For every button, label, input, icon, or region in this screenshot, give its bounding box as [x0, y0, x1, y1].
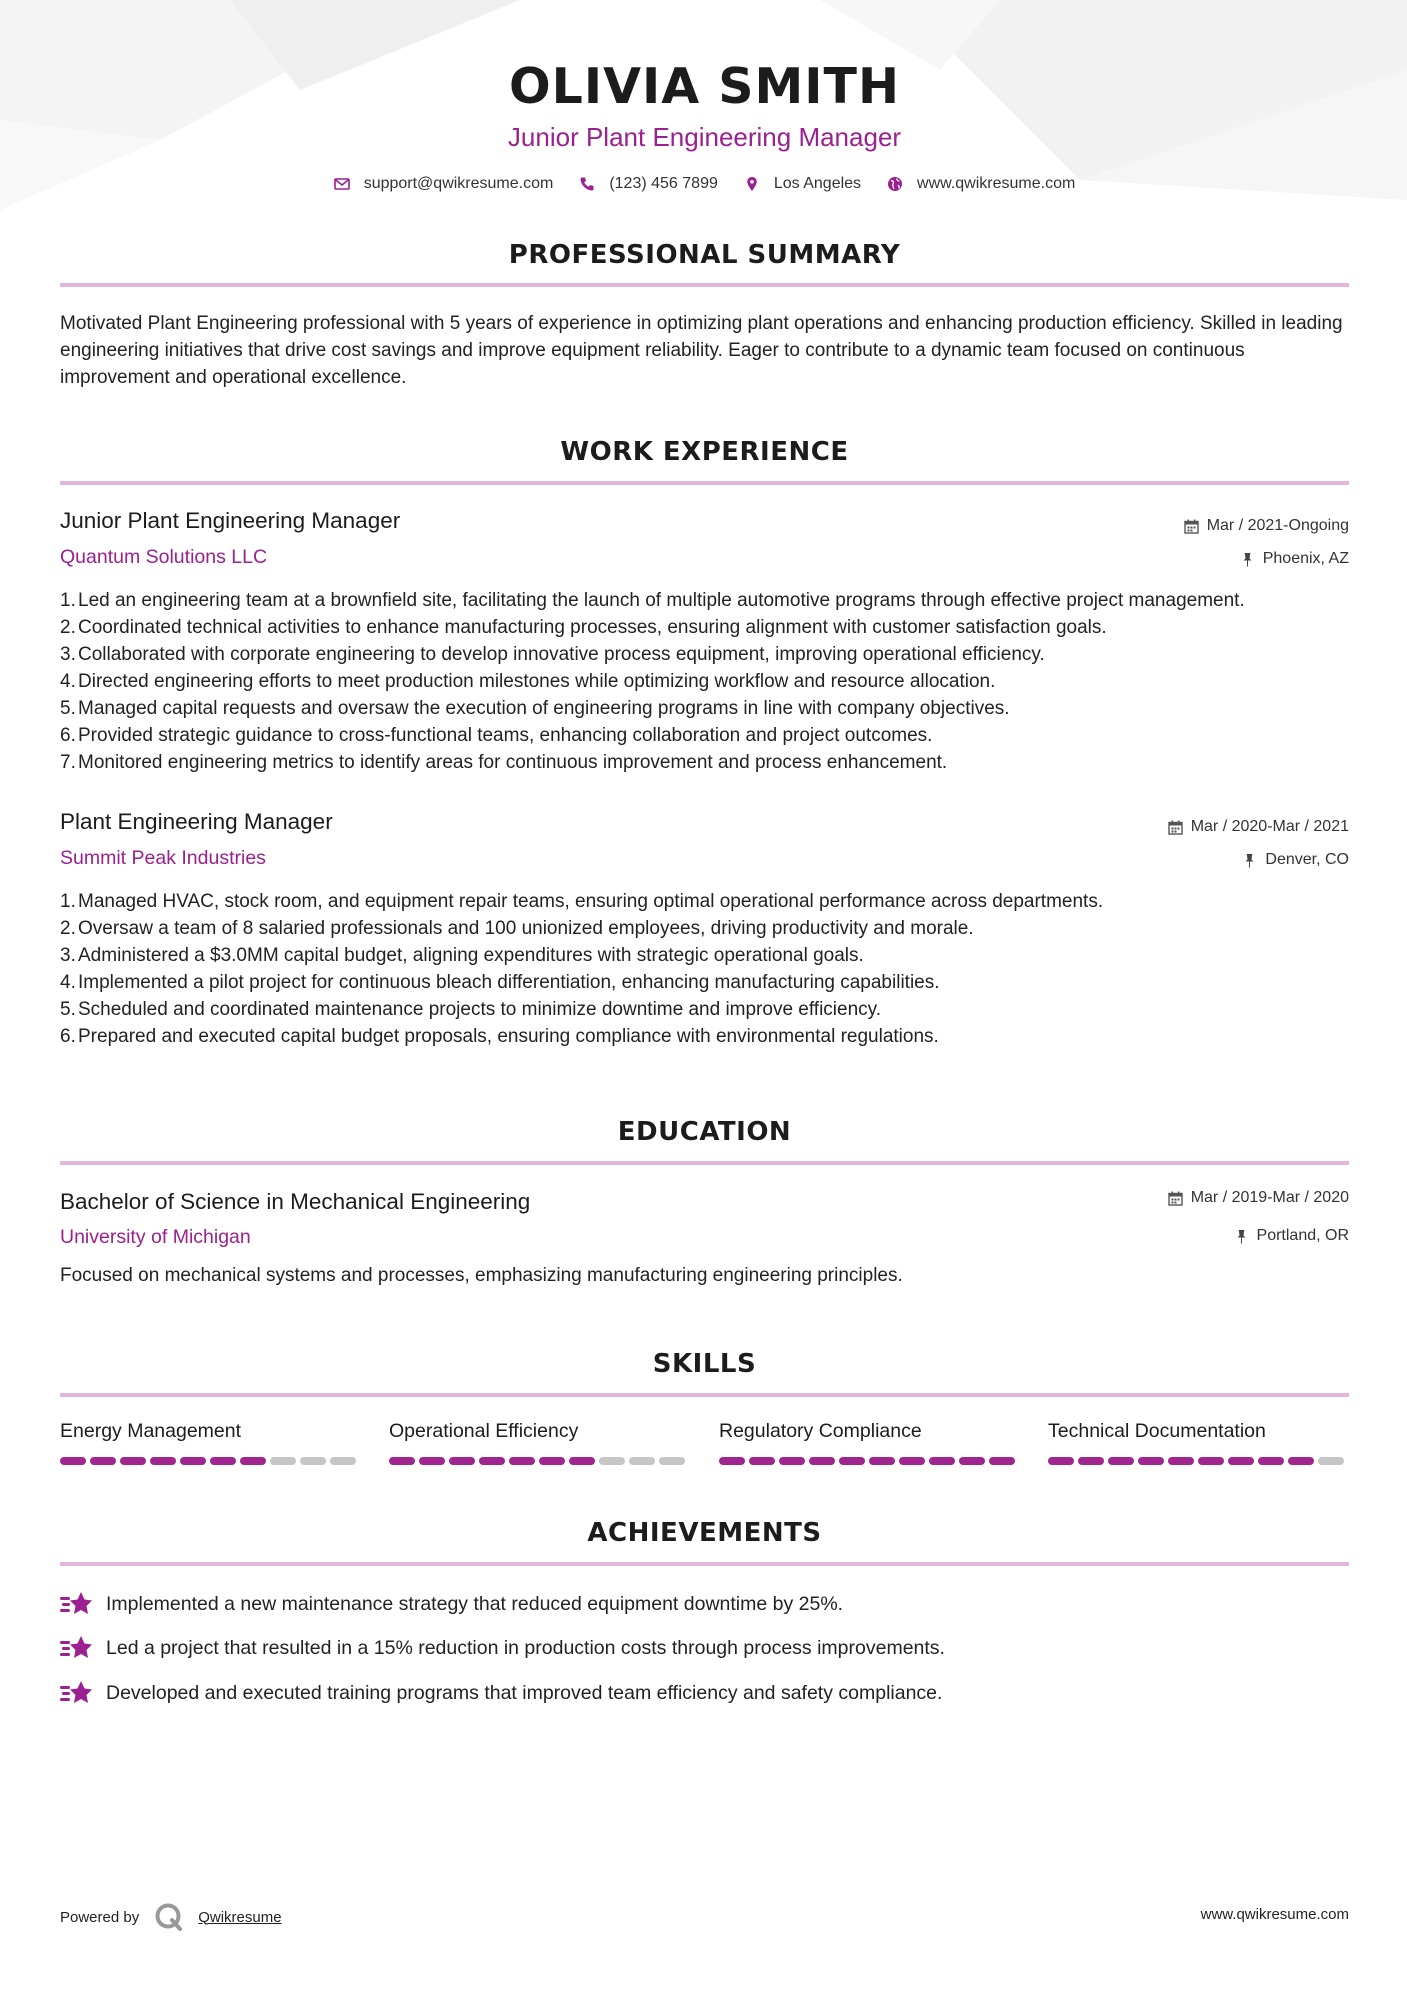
job-dates-text: Mar / 2021-Ongoing [1206, 517, 1349, 534]
skill-item [1048, 1420, 1348, 1465]
star-icon [60, 1590, 92, 1618]
skill-segment-filled [120, 1457, 146, 1465]
education-location [1234, 1227, 1349, 1245]
skill-segment-filled [539, 1457, 565, 1465]
list-item: 1. Managed HVAC, stock room, and equipment repair teams, ensuring optimal operational performance across departments. [60, 891, 1104, 912]
achievement-item [60, 1590, 1349, 1618]
skill-item [389, 1420, 689, 1465]
list-item: 5. Scheduled and coordinated maintenance projects to minimize downtime and improve efficiency. [60, 999, 882, 1020]
skill-segment-filled [389, 1457, 415, 1465]
skill-level-bar [719, 1457, 1019, 1465]
summary-text: Motivated Plant Engineering professional with 5 years of experience in optimizing plant operations and enhancing production efficiency. Skilled in leading engineering initiatives that drive cost savings and improve equipment reliability. Eager to contribute to a dynamic team focused on continuous improvement and operational excellence. [60, 313, 1343, 388]
job-dates [1184, 517, 1349, 535]
contact-phone[interactable] [579, 175, 718, 193]
list-item: 4. Implemented a pilot project for continuous bleach differentiation, enhancing manufacturing capabilities. [60, 972, 940, 993]
skill-name: Regulatory Compliance [719, 1420, 922, 1442]
phone-icon [579, 176, 595, 192]
skill-segment-empty [599, 1457, 625, 1465]
list-item: 3. Collaborated with corporate engineering to develop innovative process equipment, improving operational efficiency. [60, 644, 1045, 665]
skill-level-bar [389, 1457, 689, 1465]
skill-segment-filled [479, 1457, 505, 1465]
list-item: 7. Monitored engineering metrics to identify areas for continuous improvement and process enhancement. [60, 752, 948, 773]
star-icon [60, 1679, 92, 1707]
list-item: 5. Managed capital requests and oversaw the execution of engineering programs in line with company objectives. [60, 698, 1010, 719]
skill-segment-filled [899, 1457, 925, 1465]
job-location-text: Denver, CO [1265, 851, 1349, 868]
list-item: 3. Administered a $3.0MM capital budget, aligning expenditures with strategic operational goals. [60, 945, 864, 966]
skill-segment-filled [1198, 1457, 1224, 1465]
job-dates-text: Mar / 2020-Mar / 2021 [1190, 818, 1349, 835]
list-item: 1. Led an engineering team at a brownfield site, facilitating the launch of multiple automotive programs through effective project management. [60, 590, 1245, 611]
skill-segment-empty [300, 1457, 326, 1465]
education-dates [1168, 1189, 1349, 1207]
list-item: 6. Prepared and executed capital budget proposals, ensuring compliance with environmental regulations. [60, 1026, 939, 1047]
job-company: Quantum Solutions LLC [60, 546, 268, 568]
pushpin-icon [1234, 1229, 1249, 1244]
skill-segment-filled [569, 1457, 595, 1465]
achievements-divider [60, 1562, 1349, 1566]
summary-heading: PROFESSIONAL SUMMARY [508, 240, 901, 270]
achievement-text: Developed and executed training programs that improved team efficiency and safety compliance. [106, 1681, 943, 1704]
job-bullet-list [60, 888, 1349, 1050]
skill-segment-filled [1228, 1457, 1254, 1465]
achievements-heading: ACHIEVEMENTS [587, 1518, 822, 1548]
calendar-icon [1168, 820, 1183, 835]
skill-segment-filled [869, 1457, 895, 1465]
skill-segment-filled [749, 1457, 775, 1465]
experience-divider [60, 481, 1349, 485]
skill-segment-filled [929, 1457, 955, 1465]
powered-by-label: Powered by [60, 1908, 140, 1926]
skill-segment-filled [1048, 1457, 1074, 1465]
job-dates [1168, 818, 1349, 836]
footer-website[interactable]: www.qwikresume.com [1200, 1906, 1349, 1923]
skill-segment-filled [719, 1457, 745, 1465]
skill-item [60, 1420, 360, 1465]
contact-website-text: www.qwikresume.com [917, 175, 1076, 192]
job-title: Junior Plant Engineering Manager [60, 508, 401, 533]
skill-segment-empty [1318, 1457, 1344, 1465]
candidate-title: Junior Plant Engineering Manager [507, 122, 902, 152]
skill-segment-filled [1108, 1457, 1134, 1465]
education-description: Focused on mechanical systems and processes, emphasizing manufacturing engineering principles. [60, 1265, 903, 1286]
contact-bar [60, 175, 1349, 193]
skill-name: Operational Efficiency [389, 1420, 579, 1442]
job-bullet-list [60, 587, 1349, 776]
list-item: 2. Coordinated technical activities to enhance manufacturing processes, ensuring alignment with customer satisfaction goals. [60, 617, 1107, 638]
education-location-text: Portland, OR [1256, 1227, 1349, 1244]
skill-segment-filled [1258, 1457, 1284, 1465]
skill-segment-filled [419, 1457, 445, 1465]
globe-icon [887, 176, 903, 192]
contact-website[interactable] [887, 175, 1075, 193]
skill-segment-filled [509, 1457, 535, 1465]
job-company: Summit Peak Industries [60, 847, 266, 869]
skill-segment-empty [629, 1457, 655, 1465]
skill-segment-filled [839, 1457, 865, 1465]
skill-segment-filled [779, 1457, 805, 1465]
skill-segment-filled [1138, 1457, 1164, 1465]
skill-item [719, 1420, 1019, 1465]
contact-email-text: support@qwikresume.com [363, 175, 554, 192]
skill-segment-filled [60, 1457, 86, 1465]
education-heading: EDUCATION [617, 1117, 792, 1147]
skill-segment-filled [90, 1457, 116, 1465]
education-divider [60, 1161, 1349, 1165]
experience-heading: WORK EXPERIENCE [560, 437, 849, 467]
footer-powered-by [60, 1902, 282, 1932]
skill-segment-filled [1168, 1457, 1194, 1465]
job-title: Plant Engineering Manager [60, 809, 333, 834]
skill-level-bar [1048, 1457, 1348, 1465]
achievement-text: Led a project that resulted in a 15% reduction in production costs through process improvements. [106, 1636, 945, 1659]
list-item: 2. Oversaw a team of 8 salaried professionals and 100 unionized employees, driving productivity and morale. [60, 918, 974, 939]
skill-segment-empty [330, 1457, 356, 1465]
pushpin-icon [1240, 552, 1255, 567]
calendar-icon [1168, 1191, 1183, 1206]
skills-heading: SKILLS [652, 1349, 757, 1379]
skill-segment-filled [150, 1457, 176, 1465]
school-name: University of Michigan [60, 1226, 251, 1248]
achievement-item [60, 1634, 1349, 1662]
skill-segment-filled [180, 1457, 206, 1465]
job-location [1242, 851, 1349, 869]
skill-segment-empty [659, 1457, 685, 1465]
skill-segment-filled [210, 1457, 236, 1465]
skill-segment-filled [989, 1457, 1015, 1465]
skill-segment-filled [449, 1457, 475, 1465]
job-location [1240, 550, 1349, 568]
contact-location [744, 175, 861, 193]
skill-segment-filled [240, 1457, 266, 1465]
calendar-icon [1184, 519, 1199, 534]
qwikresume-link[interactable]: Qwikresume [198, 1908, 282, 1926]
map-pin-icon [744, 176, 760, 192]
achievement-text: Implemented a new maintenance strategy that reduced equipment downtime by 25%. [106, 1592, 844, 1615]
pushpin-icon [1242, 853, 1257, 868]
summary-divider [60, 283, 1349, 287]
qwikresume-logo-icon [154, 1902, 184, 1932]
job-location-text: Phoenix, AZ [1262, 550, 1349, 567]
list-item: 4. Directed engineering efforts to meet production milestones while optimizing workflow and resource allocation. [60, 671, 996, 692]
list-item: 6. Provided strategic guidance to cross-functional teams, enhancing collaboration and project outcomes. [60, 725, 933, 746]
skill-name: Energy Management [60, 1420, 242, 1442]
contact-email[interactable] [334, 175, 554, 193]
skill-segment-filled [809, 1457, 835, 1465]
envelope-icon [334, 176, 350, 192]
skill-segment-filled [1288, 1457, 1314, 1465]
skill-segment-empty [270, 1457, 296, 1465]
candidate-name: OLIVIA SMITH [509, 58, 900, 115]
skill-segment-filled [959, 1457, 985, 1465]
skill-level-bar [60, 1457, 360, 1465]
skills-divider [60, 1393, 1349, 1397]
contact-phone-text: (123) 456 7899 [609, 175, 718, 192]
skill-name: Technical Documentation [1048, 1420, 1266, 1442]
skill-segment-filled [1078, 1457, 1104, 1465]
achievement-item [60, 1679, 1349, 1707]
contact-location-text: Los Angeles [773, 175, 862, 192]
degree-title: Bachelor of Science in Mechanical Engineering [60, 1189, 531, 1214]
star-icon [60, 1634, 92, 1662]
education-dates-text: Mar / 2019-Mar / 2020 [1190, 1189, 1349, 1206]
